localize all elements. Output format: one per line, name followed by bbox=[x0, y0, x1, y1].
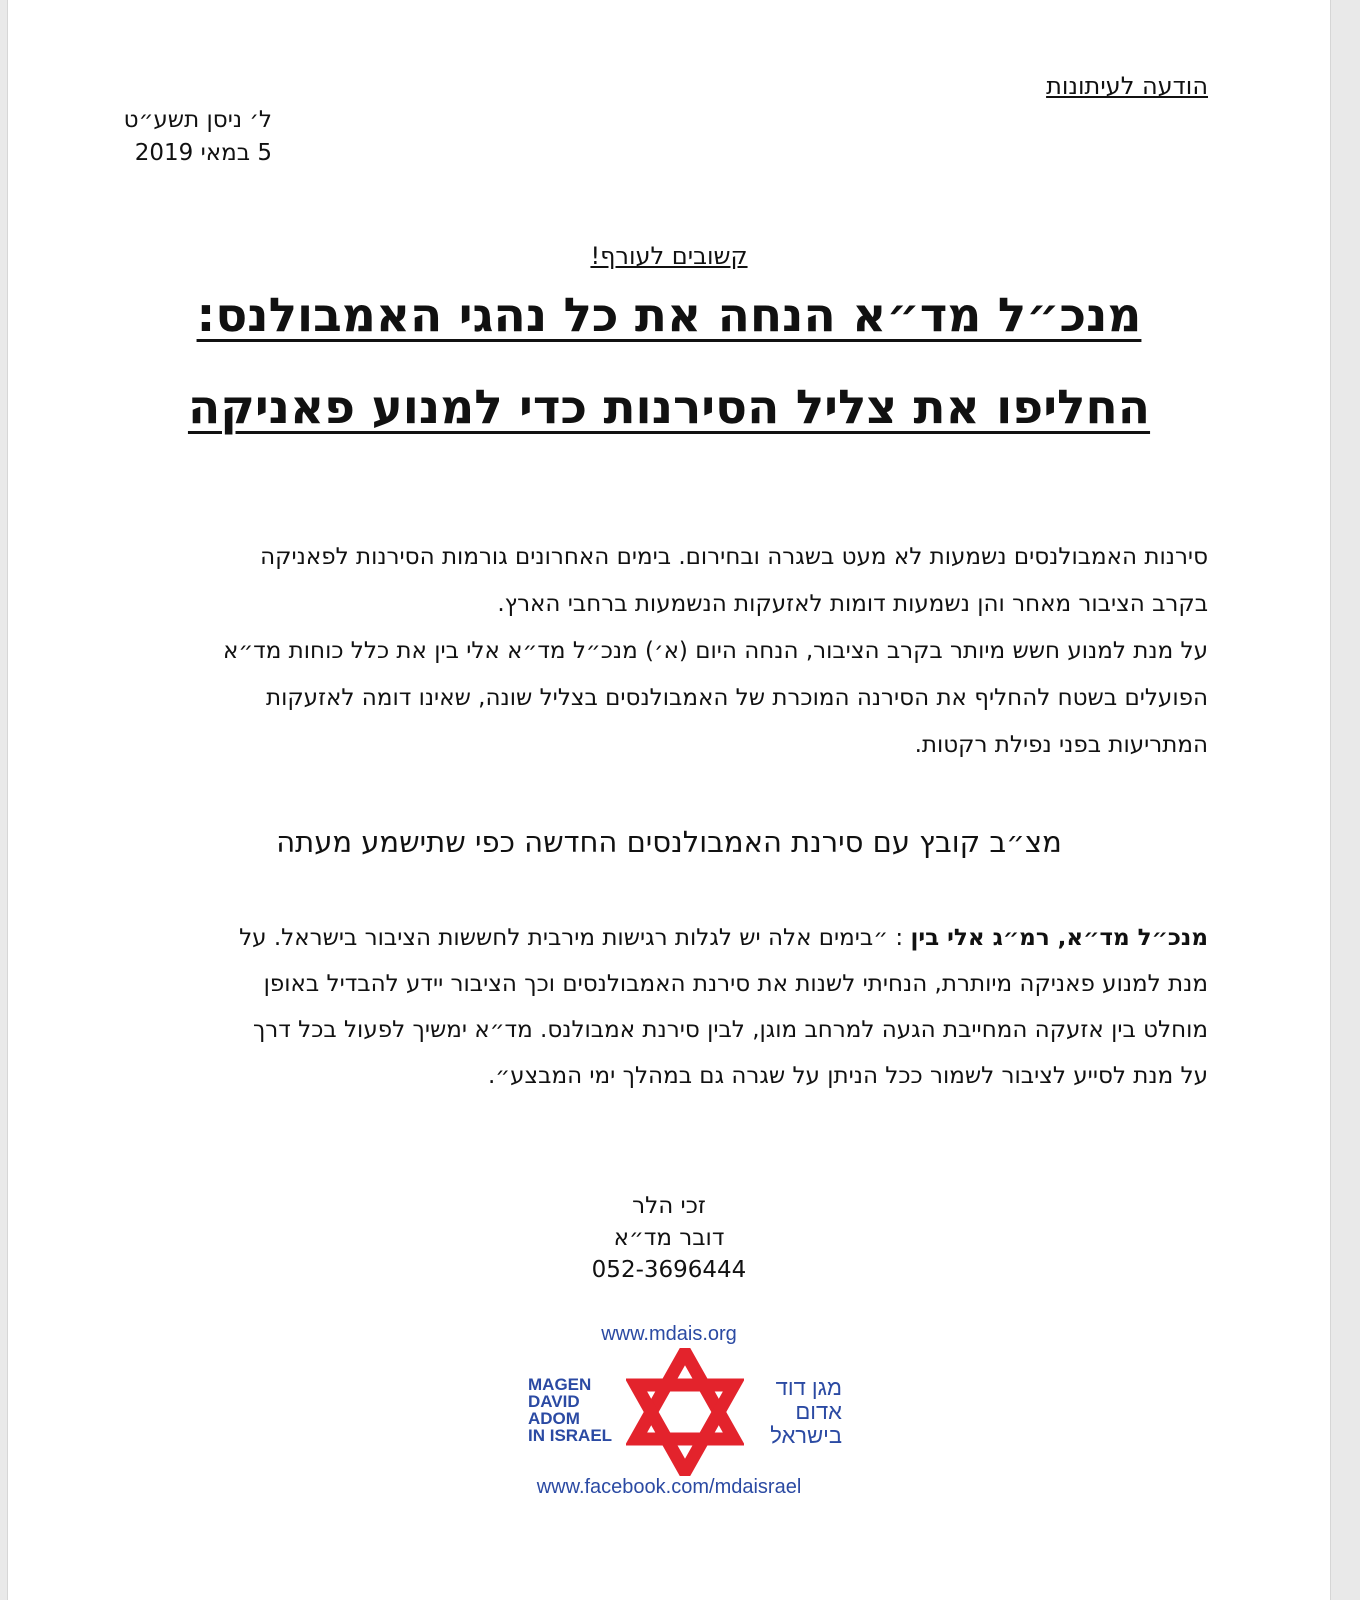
logo-english-line: MAGEN bbox=[528, 1375, 592, 1394]
quote-speaker: מנכ״ל מד״א, רמ״ג אלי בין bbox=[910, 925, 1208, 951]
logo-english-line: DAVID bbox=[528, 1392, 580, 1411]
body-line: סירנות האמבולנסים נשמעות לא מעט בשגרה ובחירום. בימים האחרונים גורמות הסירנות לפאניקה bbox=[260, 544, 1208, 570]
quote-line: מוחלט בין אזעקה המחייבת הגעה למרחב מוגן, לבין סירנת אמבולנס. מד״א ימשיך לפעול בכל דרך bbox=[252, 1017, 1208, 1043]
spokesperson-phone: 052-3696444 bbox=[591, 1257, 747, 1283]
logo-english-line: ADOM bbox=[528, 1409, 580, 1428]
quote-block bbox=[98, 915, 1208, 1099]
logo-hebrew-line: מגן דוד bbox=[775, 1375, 842, 1400]
spokesperson-title: דובר מד״א bbox=[613, 1225, 725, 1251]
attachment-note: מצ״ב קובץ עם סירנת האמבולנסים החדשה כפי שתישמע מעתה bbox=[276, 825, 1062, 859]
quote-text: : ״בימים אלה יש לגלות רגישות מירבית לחששות הציבור בישראל. על bbox=[239, 925, 904, 951]
body-line: בקרב הציבור מאחר והן נשמעות דומות לאזעקות הנשמעות ברחבי הארץ. bbox=[497, 591, 1208, 617]
star-of-david-icon bbox=[626, 1348, 744, 1476]
body-line: על מנת למנוע חשש מיותר בקרב הציבור, הנחה היום (א׳) מנכ״ל מד״א אלי בין את כלל כוחות מד״א bbox=[222, 638, 1208, 664]
date-gregorian: 5 במאי 2019 bbox=[134, 140, 272, 166]
logo-hebrew-line: אדום bbox=[795, 1399, 842, 1424]
body-text bbox=[98, 534, 1208, 769]
body-line: הפועלים בשטח להחליף את הסירנה המוכרת של האמבולנסים בצליל שונה, שאינו דומה לאזעקות bbox=[265, 685, 1208, 711]
logo-english-text bbox=[528, 1376, 638, 1444]
logo-hebrew-line: בישראל bbox=[770, 1423, 842, 1448]
press-release-label: הודעה לעיתונות bbox=[1046, 72, 1208, 100]
quote-line: על מנת לסייע לציבור לשמור ככל הניתן על שגרה גם במהלך ימי המבצע״. bbox=[487, 1063, 1208, 1089]
facebook-link[interactable]: www.facebook.com/mdaisrael bbox=[536, 1476, 802, 1498]
signature-block bbox=[8, 1190, 1330, 1286]
website-link[interactable]: www.mdais.org bbox=[601, 1323, 737, 1345]
logo-english-line: IN ISRAEL bbox=[528, 1426, 613, 1445]
logo-hebrew-text bbox=[752, 1376, 842, 1448]
date-hebrew: ל׳ ניסן תשע״ט bbox=[123, 107, 272, 133]
quote-first-line bbox=[98, 915, 1208, 961]
headline-line-2: החליפו את צליל הסירנות כדי למנוע פאניקה bbox=[187, 380, 1151, 435]
headline-line-1: מנכ״ל מד״א הנחה את כל נהגי האמבולנס: bbox=[196, 288, 1142, 343]
date-block bbox=[82, 104, 272, 170]
press-release-page bbox=[8, 0, 1330, 1600]
quote-line: מנת למנוע פאניקה מיותרת, הנחיתי לשנות את סירנת האמבולנסים וכך הציבור יידע להבדיל באופן bbox=[263, 971, 1208, 997]
mda-logo bbox=[528, 1348, 842, 1478]
body-line: המתריעות בפני נפילת רקטות. bbox=[914, 732, 1208, 758]
spokesperson-name: זכי הלר bbox=[632, 1193, 706, 1219]
kicker-heading: קשובים לעורף! bbox=[590, 242, 748, 270]
